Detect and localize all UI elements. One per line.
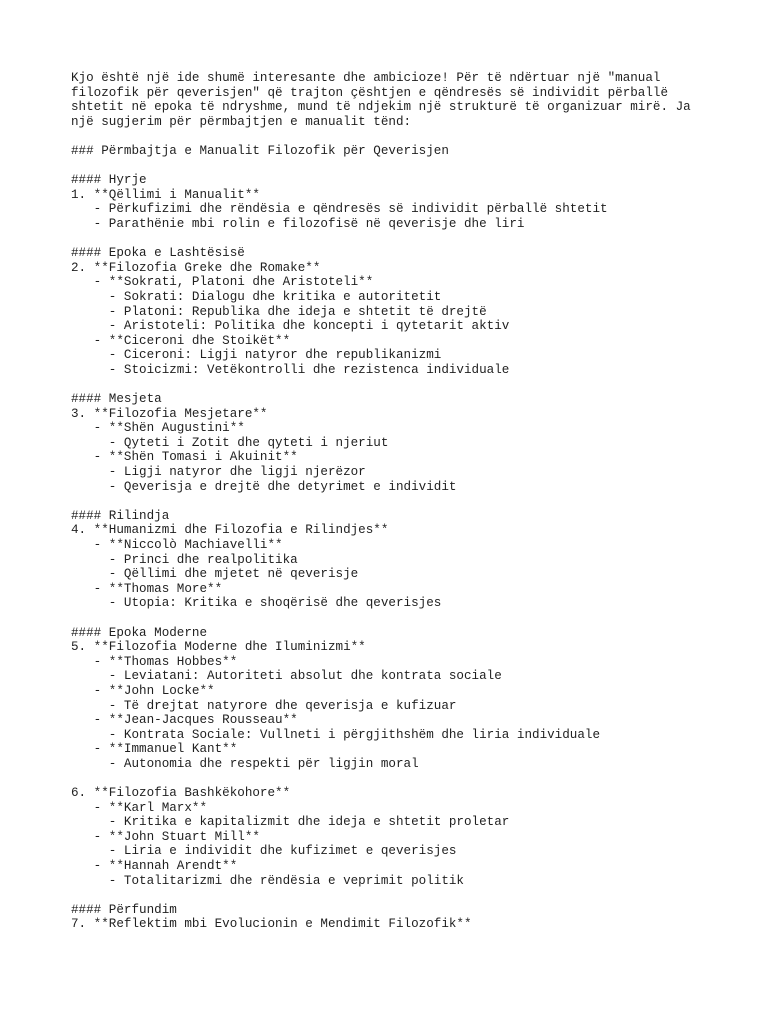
document-line: - Qëllimi dhe mjetet në qeverisje: [71, 567, 359, 582]
document-line: - **Shën Augustini**: [71, 421, 245, 436]
document-line: - **Karl Marx**: [71, 800, 208, 815]
document-line: [71, 494, 751, 509]
document-line: #### Mesjeta: [71, 392, 162, 407]
document-line: - Platoni: Republika dhe ideja e shtetit të drejtë: [71, 304, 487, 319]
document-line: - **Jean-Jacques Rousseau**: [71, 713, 298, 728]
document-line: - Qeverisja e drejtë dhe detyrimet e individit: [71, 479, 457, 494]
document-line: 3. **Filozofia Mesjetare**: [71, 406, 268, 421]
document-line: [71, 377, 751, 392]
document-line: [71, 159, 751, 174]
document-line: shtetit në epoka të ndryshme, mund të ndjekim një strukturë të organizuar mirë. Ja: [71, 100, 691, 115]
document-line: [71, 772, 751, 787]
document-line: [71, 232, 751, 247]
document-line: - **Sokrati, Platoni dhe Aristoteli**: [71, 275, 374, 290]
document-line: - **Niccolò Machiavelli**: [71, 538, 283, 552]
document-line: - Stoicizmi: Vetëkontrolli dhe rezistenca individuale: [71, 362, 510, 377]
document-line: - Princi dhe realpolitika: [71, 552, 298, 567]
document-body: [71, 71, 751, 932]
document-line: - Ciceroni: Ligji natyror dhe republikanizmi: [71, 348, 442, 363]
document-line: 6. **Filozofia Bashkëkohore**: [71, 786, 291, 801]
document-line: - Përkufizimi dhe rëndësia e qëndresës së individit përballë shtetit: [71, 202, 608, 217]
document-line: #### Hyrje: [71, 173, 147, 188]
document-line: - **Hannah Arendt**: [71, 859, 238, 874]
document-line: - **Ciceroni dhe Stoikët**: [71, 333, 291, 348]
document-line: #### Përfundim: [71, 902, 177, 917]
document-line: [71, 611, 751, 626]
document-line: 1. **Qëllimi i Manualit**: [71, 187, 260, 202]
document-line: - Parathënie mbi rolin e filozofisë në qeverisje dhe liri: [71, 216, 525, 231]
document-line: 5. **Filozofia Moderne dhe Iluminizmi**: [71, 640, 366, 655]
document-line: - **Shën Tomasi i Akuinit**: [71, 450, 298, 465]
document-line: - Qyteti i Zotit dhe qyteti i njeriut: [71, 435, 389, 450]
document-line: - **John Locke**: [71, 683, 215, 698]
document-line: - Kritika e kapitalizmit dhe ideja e shtetit proletar: [71, 815, 510, 830]
document-line: 7. **Reflektim mbi Evolucionin e Mendimit Filozofik**: [71, 917, 472, 932]
document-line: - Totalitarizmi dhe rëndësia e veprimit politik: [71, 873, 464, 888]
document-line: - Kontrata Sociale: Vullneti i përgjithshëm dhe liria individuale: [71, 727, 601, 742]
document-line: - Autonomia dhe respekti për ligjin moral: [71, 756, 419, 771]
document-line: një sugjerim për përmbajtjen e manualit tënd:: [71, 114, 412, 129]
document-line: 4. **Humanizmi dhe Filozofia e Rilindjes**: [71, 523, 389, 538]
document-line: [71, 888, 751, 903]
document-line: - Sokrati: Dialogu dhe kritika e autoritetit: [71, 289, 442, 304]
document-line: ### Përmbajtja e Manualit Filozofik për Qeverisjen: [71, 143, 449, 158]
document-line: Kjo është një ide shumë interesante dhe ambicioze! Për të ndërtuar një "manual: [71, 71, 661, 85]
document-line: filozofik për qeverisjen" që trajton çështjen e qëndresës së individit përballë: [71, 85, 669, 100]
document-line: - **Immanuel Kant**: [71, 742, 238, 757]
document-line: #### Rilindja: [71, 508, 170, 523]
document-line: - Leviatani: Autoriteti absolut dhe kontrata sociale: [71, 669, 502, 684]
document-line: - **Thomas Hobbes**: [71, 654, 238, 669]
document-line: - Utopia: Kritika e shoqërisë dhe qeverisjes: [71, 596, 442, 611]
document-line: #### Epoka e Lashtësisë: [71, 246, 245, 261]
document-line: 2. **Filozofia Greke dhe Romake**: [71, 260, 321, 275]
document-line: - Aristoteli: Politika dhe koncepti i qytetarit aktiv: [71, 319, 510, 334]
document-line: #### Epoka Moderne: [71, 625, 208, 640]
document-line: - **Thomas More**: [71, 581, 223, 596]
document-line: - **John Stuart Mill**: [71, 829, 260, 844]
document-line: - Liria e individit dhe kufizimet e qeverisjes: [71, 844, 457, 859]
document-line: - Ligji natyror dhe ligji njerëzor: [71, 465, 366, 480]
document-line: [71, 129, 751, 144]
document-line: - Të drejtat natyrore dhe qeverisja e kufizuar: [71, 698, 457, 713]
